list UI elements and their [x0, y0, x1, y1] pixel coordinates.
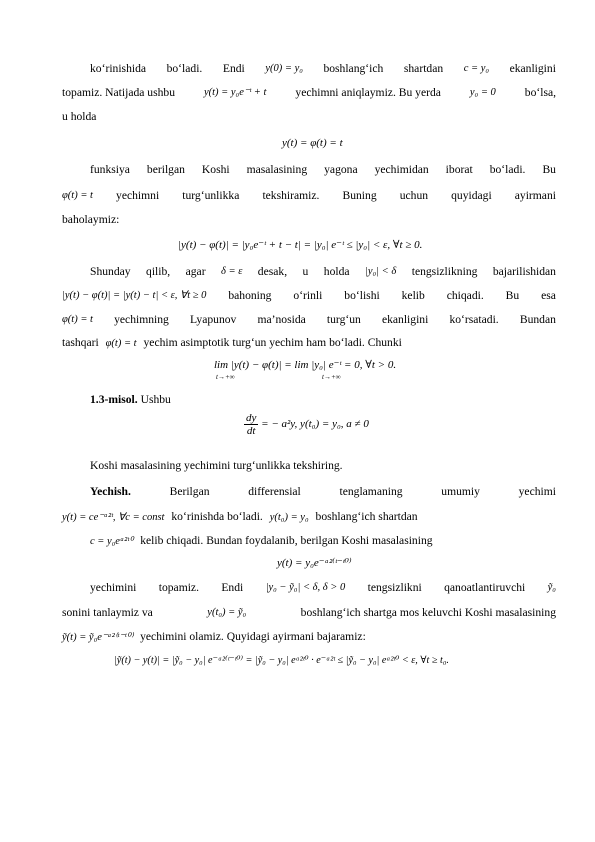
- word: agar: [185, 265, 206, 278]
- word: tekshiramiz.: [262, 189, 320, 202]
- inline-math: c = y₀eᵃ²ᵗ⁰: [90, 536, 134, 547]
- paragraph-3-line-4: [62, 336, 556, 351]
- word: funksiya: [90, 163, 130, 176]
- limit-subscript-1: t→+∞: [216, 373, 235, 381]
- word: yechimidan: [374, 163, 429, 176]
- paragraph-3-line-2: [62, 289, 556, 303]
- word: differensial: [248, 485, 301, 498]
- paragraph-4: Koshi masalasining yechimini turg‘unlikka tekshiring.: [90, 459, 343, 472]
- word: desak,: [257, 265, 288, 278]
- word: u: [302, 265, 309, 278]
- inline-math: |y₀| < δ: [364, 266, 397, 277]
- inline-math: y(t₀) = ỹ₀: [207, 607, 247, 618]
- word: kelib: [401, 289, 425, 302]
- word: qanoatlantiruvchi: [444, 581, 526, 594]
- fraction-numerator: dy: [246, 412, 257, 424]
- inline-math: y(0) = y₀: [265, 63, 303, 74]
- word: umumiy: [441, 485, 480, 498]
- equation-body: lim |y(t) − φ(t)| = lim |y₀| e⁻ᵗ = 0, ∀t > 0.: [214, 359, 397, 371]
- word: bajarilishidan: [492, 265, 556, 278]
- paragraph-2-line-2: [62, 189, 556, 203]
- text-segment: yechim asimptotik turg‘un yechim ham bo‘ladi. Chunki: [143, 336, 402, 349]
- solution-line-3: [90, 534, 556, 549]
- example-heading: [90, 393, 556, 407]
- word: bahoning: [228, 289, 272, 302]
- word: bo‘ladi.: [166, 62, 203, 75]
- word: yechimini: [90, 581, 137, 594]
- inline-math: |y₀ − ỹ₀| < δ, δ > 0: [265, 582, 346, 593]
- inline-math: y₀ = 0: [469, 87, 496, 98]
- word: o‘rinli: [293, 289, 323, 302]
- word: ekanligini: [381, 313, 429, 326]
- word: ko‘rsatadi.: [449, 313, 499, 326]
- example-title: 1.3-misol.: [90, 393, 138, 406]
- word: topamiz.: [158, 581, 199, 594]
- inline-math: φ(t) = t: [105, 338, 137, 349]
- text-segment: boshlang‘ich shartga mos keluvchi Koshi masalasining: [300, 606, 556, 619]
- word: uchun: [399, 189, 429, 202]
- word: turg‘un: [326, 313, 361, 326]
- inline-math: φ(t) = t: [62, 190, 93, 201]
- paragraph-2-line-3: baholaymiz:: [62, 213, 120, 226]
- paragraph-1-line-2: [62, 86, 556, 100]
- word: Shunday: [90, 265, 131, 278]
- solution-line-2: [62, 510, 556, 525]
- paragraph-5-line-3: [62, 630, 556, 645]
- word: Bundan: [519, 313, 556, 326]
- word: shartdan: [403, 62, 444, 75]
- text-segment: boshlang‘ich shartdan: [315, 510, 418, 523]
- word: chiqadi.: [446, 289, 484, 302]
- word: ma’nosida: [257, 313, 306, 326]
- word: yechimi: [518, 485, 556, 498]
- inline-math: φ(t) = t: [62, 314, 93, 325]
- word: Endi: [222, 62, 245, 75]
- text-segment: ko‘rinishda bo‘ladi.: [171, 510, 263, 523]
- word: turg‘unlikka: [182, 189, 240, 202]
- word: qilib,: [146, 265, 171, 278]
- inline-math: y(t) = y₀e⁻ᵗ + t: [203, 87, 267, 98]
- text-segment: kelib chiqadi. Bundan foydalanib, berilgan Koshi masalasining: [140, 534, 433, 547]
- word: Bu: [542, 163, 556, 176]
- word: quyidagi: [451, 189, 492, 202]
- solution-title: Yechish.: [90, 485, 131, 498]
- solution-line-1: [90, 485, 556, 499]
- paragraph-5-line-1: [90, 581, 556, 595]
- text-segment: sonini tanlaymiz va: [62, 606, 153, 619]
- fraction-denominator: dt: [246, 425, 256, 437]
- word: tengsizlikni: [367, 581, 422, 594]
- display-equation-2: |y(t) − φ(t)| = |y₀e⁻ᵗ + t − t| = |y₀| e⁻ᵗ ≤ |y₀| < ε, ∀t ≥ 0.: [178, 239, 423, 251]
- word: bo‘lishi: [344, 289, 380, 302]
- text-segment: yechimini olamiz. Quyidagi ayirmani bajaramiz:: [140, 630, 366, 643]
- text-segment: bo‘lsa,: [524, 86, 556, 99]
- display-equation-3: [214, 358, 397, 381]
- display-equation-1: y(t) = φ(t) = t: [282, 137, 343, 149]
- derivative-fraction: [244, 412, 258, 437]
- word: boshlang‘ich: [323, 62, 384, 75]
- word: Lyapunov: [189, 313, 237, 326]
- word: yagona: [324, 163, 358, 176]
- word: Berilgan: [169, 485, 210, 498]
- word: ayirmani: [514, 189, 556, 202]
- inline-math: ỹ(t) = ỹ₀e⁻ᵃ²⁽ᵗ⁻ᵗ⁰⁾: [62, 632, 134, 643]
- word: tengsizlikning: [411, 265, 478, 278]
- paragraph-3-line-1: [90, 265, 556, 279]
- paragraph-5-line-2: [62, 606, 556, 620]
- word: Endi: [221, 581, 244, 594]
- inline-math: y(t) = ce⁻ᵃ²ᵗ, ∀c = const: [62, 512, 165, 523]
- display-equation-6: |ỹ(t) − y(t)| = |ỹ₀ − y₀| e⁻ᵃ²⁽ᵗ⁻ᵗ⁰⁾ = |ỹ₀ − y₀| eᵃ²ᵗ⁰ · e⁻ᵃ²ᵗ ≤ |ỹ₀ − y₀| eᵃ²ᵗ⁰ < ε, ∀t ≥ t₀.: [114, 655, 449, 666]
- word: iborat: [445, 163, 473, 176]
- paragraph-3-line-3: [62, 313, 556, 327]
- word: tenglamaning: [339, 485, 403, 498]
- word: bo‘ladi.: [489, 163, 526, 176]
- inline-math: δ = ε: [221, 266, 243, 277]
- word: berilgan: [146, 163, 185, 176]
- paragraph-1-line-3: u holda: [62, 110, 97, 123]
- example-text: Ushbu: [140, 393, 171, 406]
- inline-math: y(t₀) = y₀: [269, 512, 309, 523]
- word: Koshi: [201, 163, 230, 176]
- inline-math: c = y₀: [463, 63, 490, 74]
- paragraph-2-line-1: [90, 163, 556, 177]
- equation-rest: = − a²y, y(t₀) = y₀, a ≠ 0: [261, 418, 369, 431]
- word: yechimni: [116, 189, 160, 202]
- word: holda: [323, 265, 350, 278]
- text-segment: topamiz. Natijada ushbu: [62, 86, 176, 99]
- word: masalasining: [246, 163, 308, 176]
- word: yechimning: [114, 313, 169, 326]
- word: ekanligini: [509, 62, 556, 75]
- paragraph-1-line-1: [90, 62, 556, 76]
- inline-math: ỹ₀: [547, 582, 556, 593]
- word: ko‘rinishida: [90, 62, 147, 75]
- inline-math: |y(t) − φ(t)| = |y(t) − t| < ε, ∀t ≥ 0: [62, 290, 207, 301]
- word: Buning: [342, 189, 377, 202]
- display-equation-4: [244, 412, 369, 437]
- word: esa: [541, 289, 556, 302]
- text-segment: yechimni aniqlaymiz. Bu yerda: [295, 86, 441, 99]
- display-equation-5: y(t) = y₀e⁻ᵃ²⁽ᵗ⁻ᵗ⁰⁾: [277, 557, 352, 569]
- limit-subscript-2: t→+∞: [322, 373, 341, 381]
- word: Bu: [505, 289, 520, 302]
- text-segment: tashqari: [62, 336, 99, 349]
